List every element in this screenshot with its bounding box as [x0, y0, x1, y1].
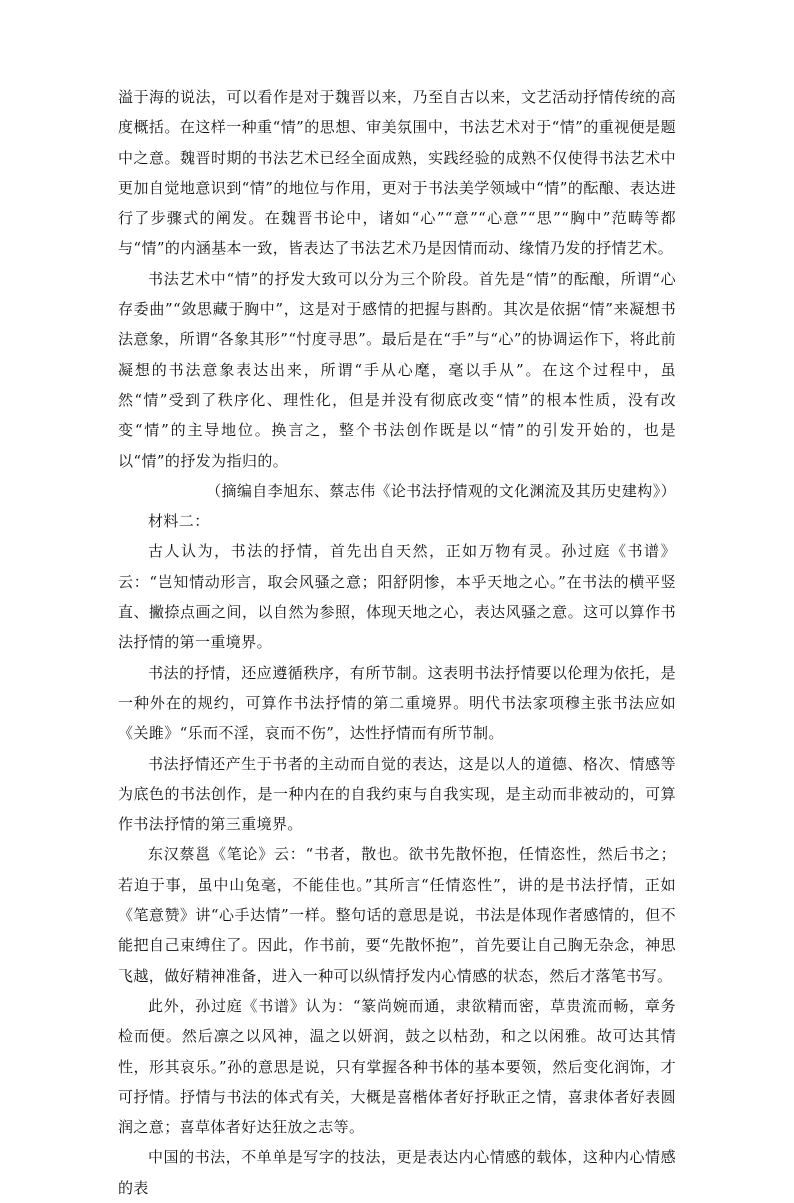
paragraph-three-stages: 书法艺术中“情”的抒发大致可以分为三个阶段。首先是“情”的酝酿，所谓“心存委曲”“敛思藏于胸中”，这是对于感情的把握与斟酌。其次是依据“情”来凝想书法意象，所谓“各象其形”“忖度寻思”。最后是在“手”与“心”的协调运作下，将此前凝想的书法意象表达出来，所谓“手从心麾，毫以手从”。在这个过程中，虽然“情”受到了秩序化、理性化，但是并没有彻底改变“情”的根本性质，没有改变“情”的主导地位。换言之，整个书法创作既是以“情”的引发开始的，也是以“情”的抒发为指归的。 — [118, 269, 676, 470]
paragraph-first-realm: 古人认为，书法的抒情，首先出自天然，正如万物有灵。孙过庭《书谱》云：“岂知情动形言，取会风骚之意；阳舒阴惨，本乎天地之心。”在书法的横平竖直、撇捺点画之间，以自然为参照，体现天地之心，表达风骚之意。这可以算作书法抒情的第一重境界。 — [118, 542, 676, 652]
source-citation: （摘编自李旭东、蔡志伟《论书法抒情观的文化渊流及其历史建构》） — [206, 481, 676, 500]
paragraph-third-realm: 书法抒情还产生于书者的主动而自觉的表达，这是以人的道德、格次、情感等为底色的书法创作，是一种内在的自我约束与自我实现，是主动而非被动的，可算作书法抒情的第三重境界。 — [118, 754, 676, 834]
paragraph-sun-guoting: 此外，孙过庭《书谱》认为：“篆尚婉而通，隶欲精而密，草贵流而畅，章务检而便。然后凛之以风神，温之以妍润，鼓之以枯劲，和之以闲雅。故可达其情性，形其哀乐。”孙的意思是说，只有掌握各种书体的基本要领，然后变化润饰，才可抒情。抒情与书法的体式有关，大概是喜楷体者好抒耿正之情，喜隶体者好表圆润之意；喜草体者好达狂放之志等。 — [118, 996, 676, 1137]
paragraph-continued: 溢于海的说法，可以看作是对于魏晋以来，乃至自古以来，文艺活动抒情传统的高度概括。在这样一种重“情”的思想、审美氛围中，书法艺术对于“情”的重视便是题中之意。魏晋时期的书法艺术已经全面成熟，实践经验的成熟不仅使得书法艺术中更加自觉地意识到“情”的地位与作用，更对于书法美学领域中“情”的酝酿、表达进行了步骤式的阐发。在魏晋书论中，诸如“心”“意”“心意”“思”“胸中”范畴等都与“情”的内涵基本一致，皆表达了书法艺术乃是因情而动、缘情乃发的抒情艺术。 — [118, 88, 676, 258]
document-body — [118, 82, 676, 1203]
paragraph-chinese-calligraphy: 中国的书法，不单单是写字的技法，更是表达内心情感的载体，这种内心情感的表 — [118, 1148, 676, 1197]
material-two-heading: 材料二： — [148, 512, 210, 531]
paragraph-second-realm: 书法的抒情，还应遵循秩序，有所节制。这表明书法抒情要以伦理为依托，是一种外在的规约，可算作书法抒情的第二重境界。明代书法家项穆主张书法应如《关雎》“乐而不淫，哀而不伤”，达性抒情而有所节制。 — [118, 663, 676, 743]
paragraph-cai-yong: 东汉蔡邕《笔论》云：“书者，散也。欲书先散怀抱，任情恣性，然后书之；若迫于事，虽中山兔毫，不能佳也。”其所言“任情恣性”，讲的是书法抒情，正如《笔意赞》讲“心手达情”一样。整句话的意思是说，书法是体现作者感情的，但不能把自己束缚住了。因此，作书前，要“先散怀抱”，首先要让自己胸无杂念，神思飞越，做好精神准备，进入一种可以纵情抒发内心情感的状态，然后才落笔书写。 — [118, 845, 676, 985]
